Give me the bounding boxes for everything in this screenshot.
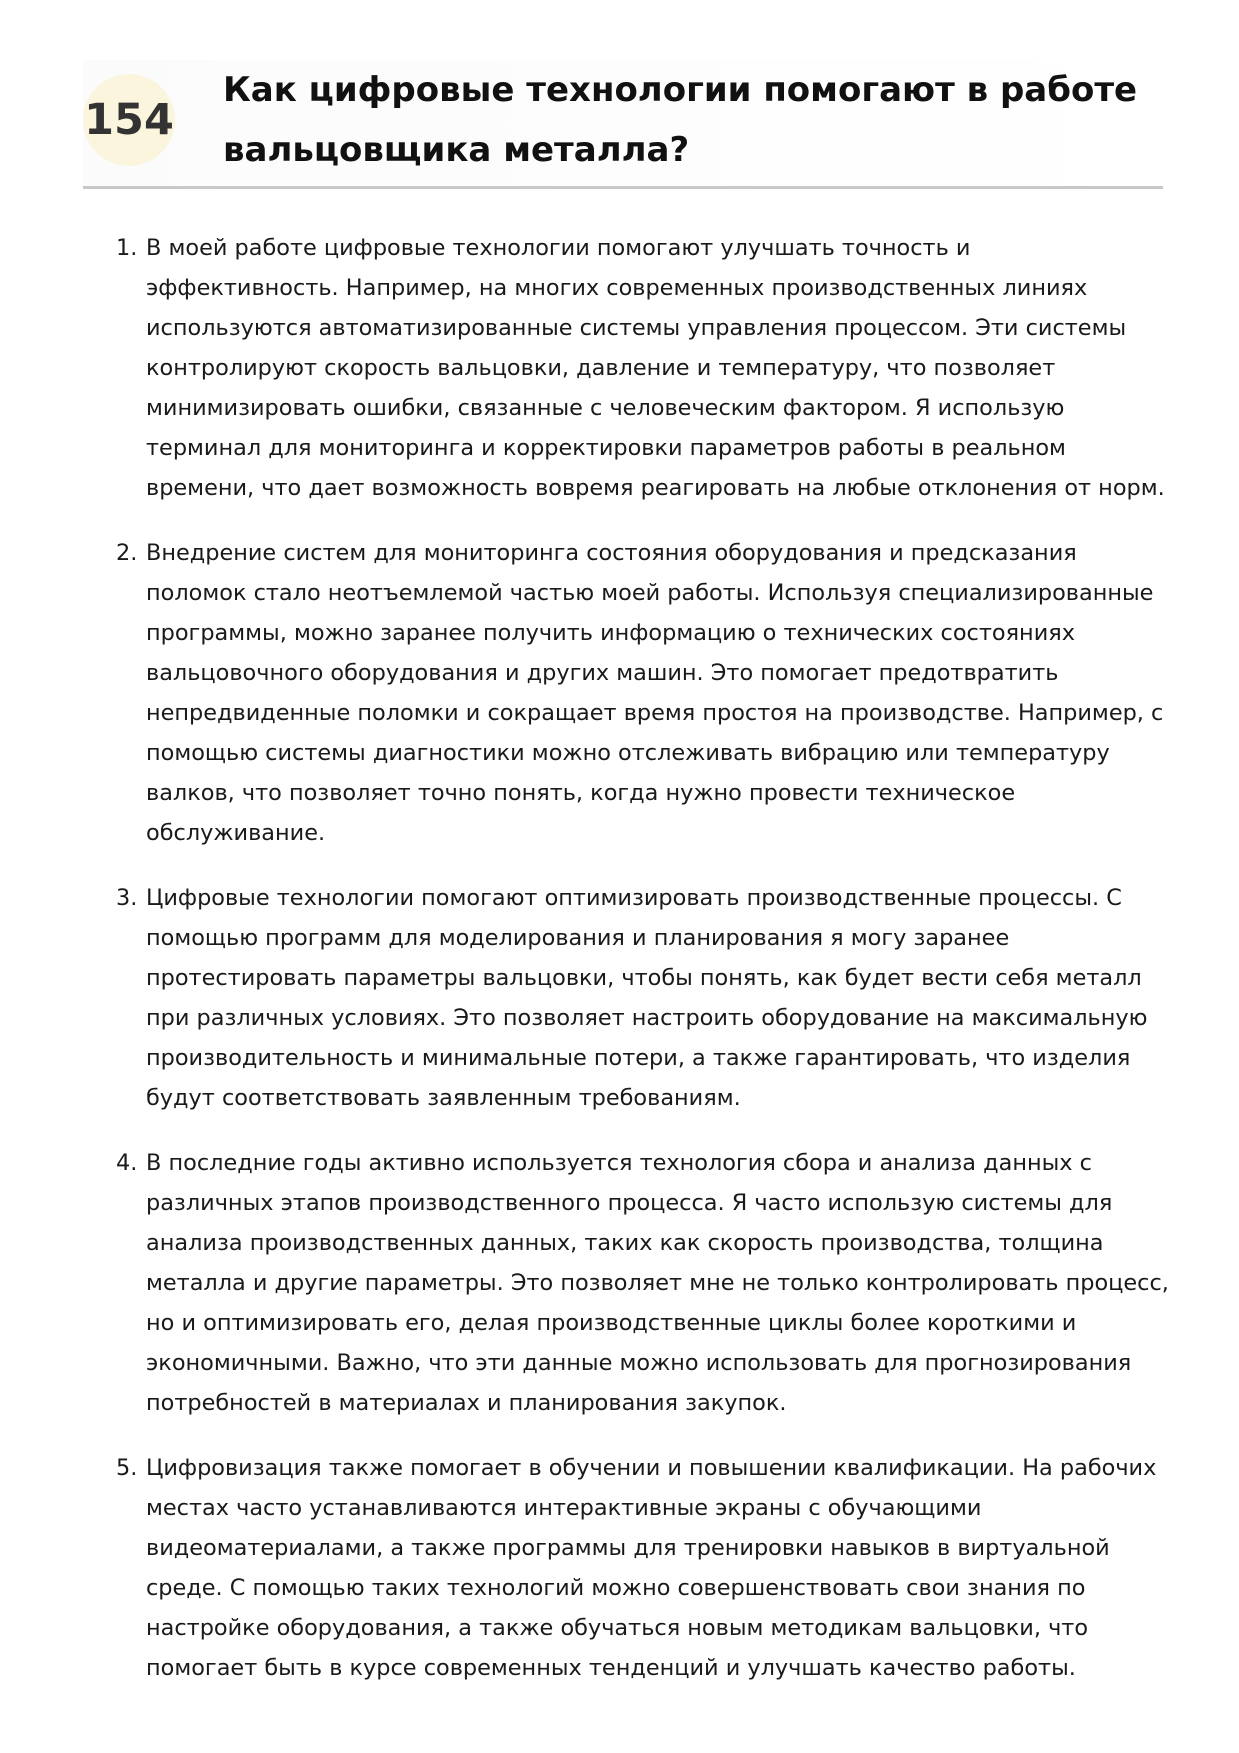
list-item-number: 2.	[116, 540, 138, 566]
list-item-number: 3.	[116, 885, 138, 911]
list-item	[116, 533, 1170, 853]
page-title: Как цифровые технологии помогают в работе вальцовщика металла?	[223, 70, 1138, 170]
list-item	[116, 1143, 1170, 1423]
list-item-text: В последние годы активно используется технология сбора и анализа данных с различных этапов производственного процесса. Я часто использую системы для анализа производственных данных, таких как скорость производства, толщина металла и другие параметры. Это позволяет мне не только контролировать процесс, но и оптимизировать его, делая производственные циклы более короткими и экономичными. Важно, что эти данные можно использовать для прогнозирования потребностей в материалах и планирования закупок.	[146, 1150, 1169, 1416]
list-item-number: 5.	[116, 1455, 138, 1481]
page-header	[83, 60, 1163, 189]
list-item-number: 1.	[116, 235, 138, 261]
list-item	[116, 228, 1170, 508]
list-item-text: Цифровые технологии помогают оптимизировать производственные процессы. С помощью программ для моделирования и планирования я могу заранее протестировать параметры вальцовки, чтобы понять, как будет вести себя металл при различных условиях. Это позволяет настроить оборудование на максимальную производительность и минимальные потери, а также гарантировать, что изделия будут соответствовать заявленным требованиям.	[146, 885, 1148, 1111]
list-item	[116, 1448, 1170, 1688]
list-item-text: Цифровизация также помогает в обучении и повышении квалификации. На рабочих местах часто устанавливаются интерактивные экраны с обучающими видеоматериалами, а также программы для тренировки навыков в виртуальной среде. С помощью таких технологий можно совершенствовать свои знания по настройке оборудования, а также обучаться новым методикам вальцовки, что помогает быть в курсе современных тенденций и улучшать качество работы.	[146, 1455, 1157, 1681]
question-number-badge: 154	[83, 74, 175, 166]
answer-list	[116, 228, 1170, 1713]
list-item-text: Внедрение систем для мониторинга состояния оборудования и предсказания поломок стало неотъемлемой частью моей работы. Используя специализированные программы, можно заранее получить информацию о технических состояниях вальцовочного оборудования и других машин. Это помогает предотвратить непредвиденные поломки и сокращает время простоя на производстве. Например, с помощью системы диагностики можно отслеживать вибрацию или температуру валков, что позволяет точно понять, когда нужно провести техническое обслуживание.	[146, 540, 1164, 846]
list-item-text: В моей работе цифровые технологии помогают улучшать точность и эффективность. Например, на многих современных производственных линиях используются автоматизированные системы управления процессом. Эти системы контролируют скорость вальцовки, давление и температуру, что позволяет минимизировать ошибки, связанные с человеческим фактором. Я использую терминал для мониторинга и корректировки параметров работы в реальном времени, что дает возможность вовремя реагировать на любые отклонения от норм.	[146, 235, 1165, 501]
list-item-number: 4.	[116, 1150, 138, 1176]
list-item	[116, 878, 1170, 1118]
